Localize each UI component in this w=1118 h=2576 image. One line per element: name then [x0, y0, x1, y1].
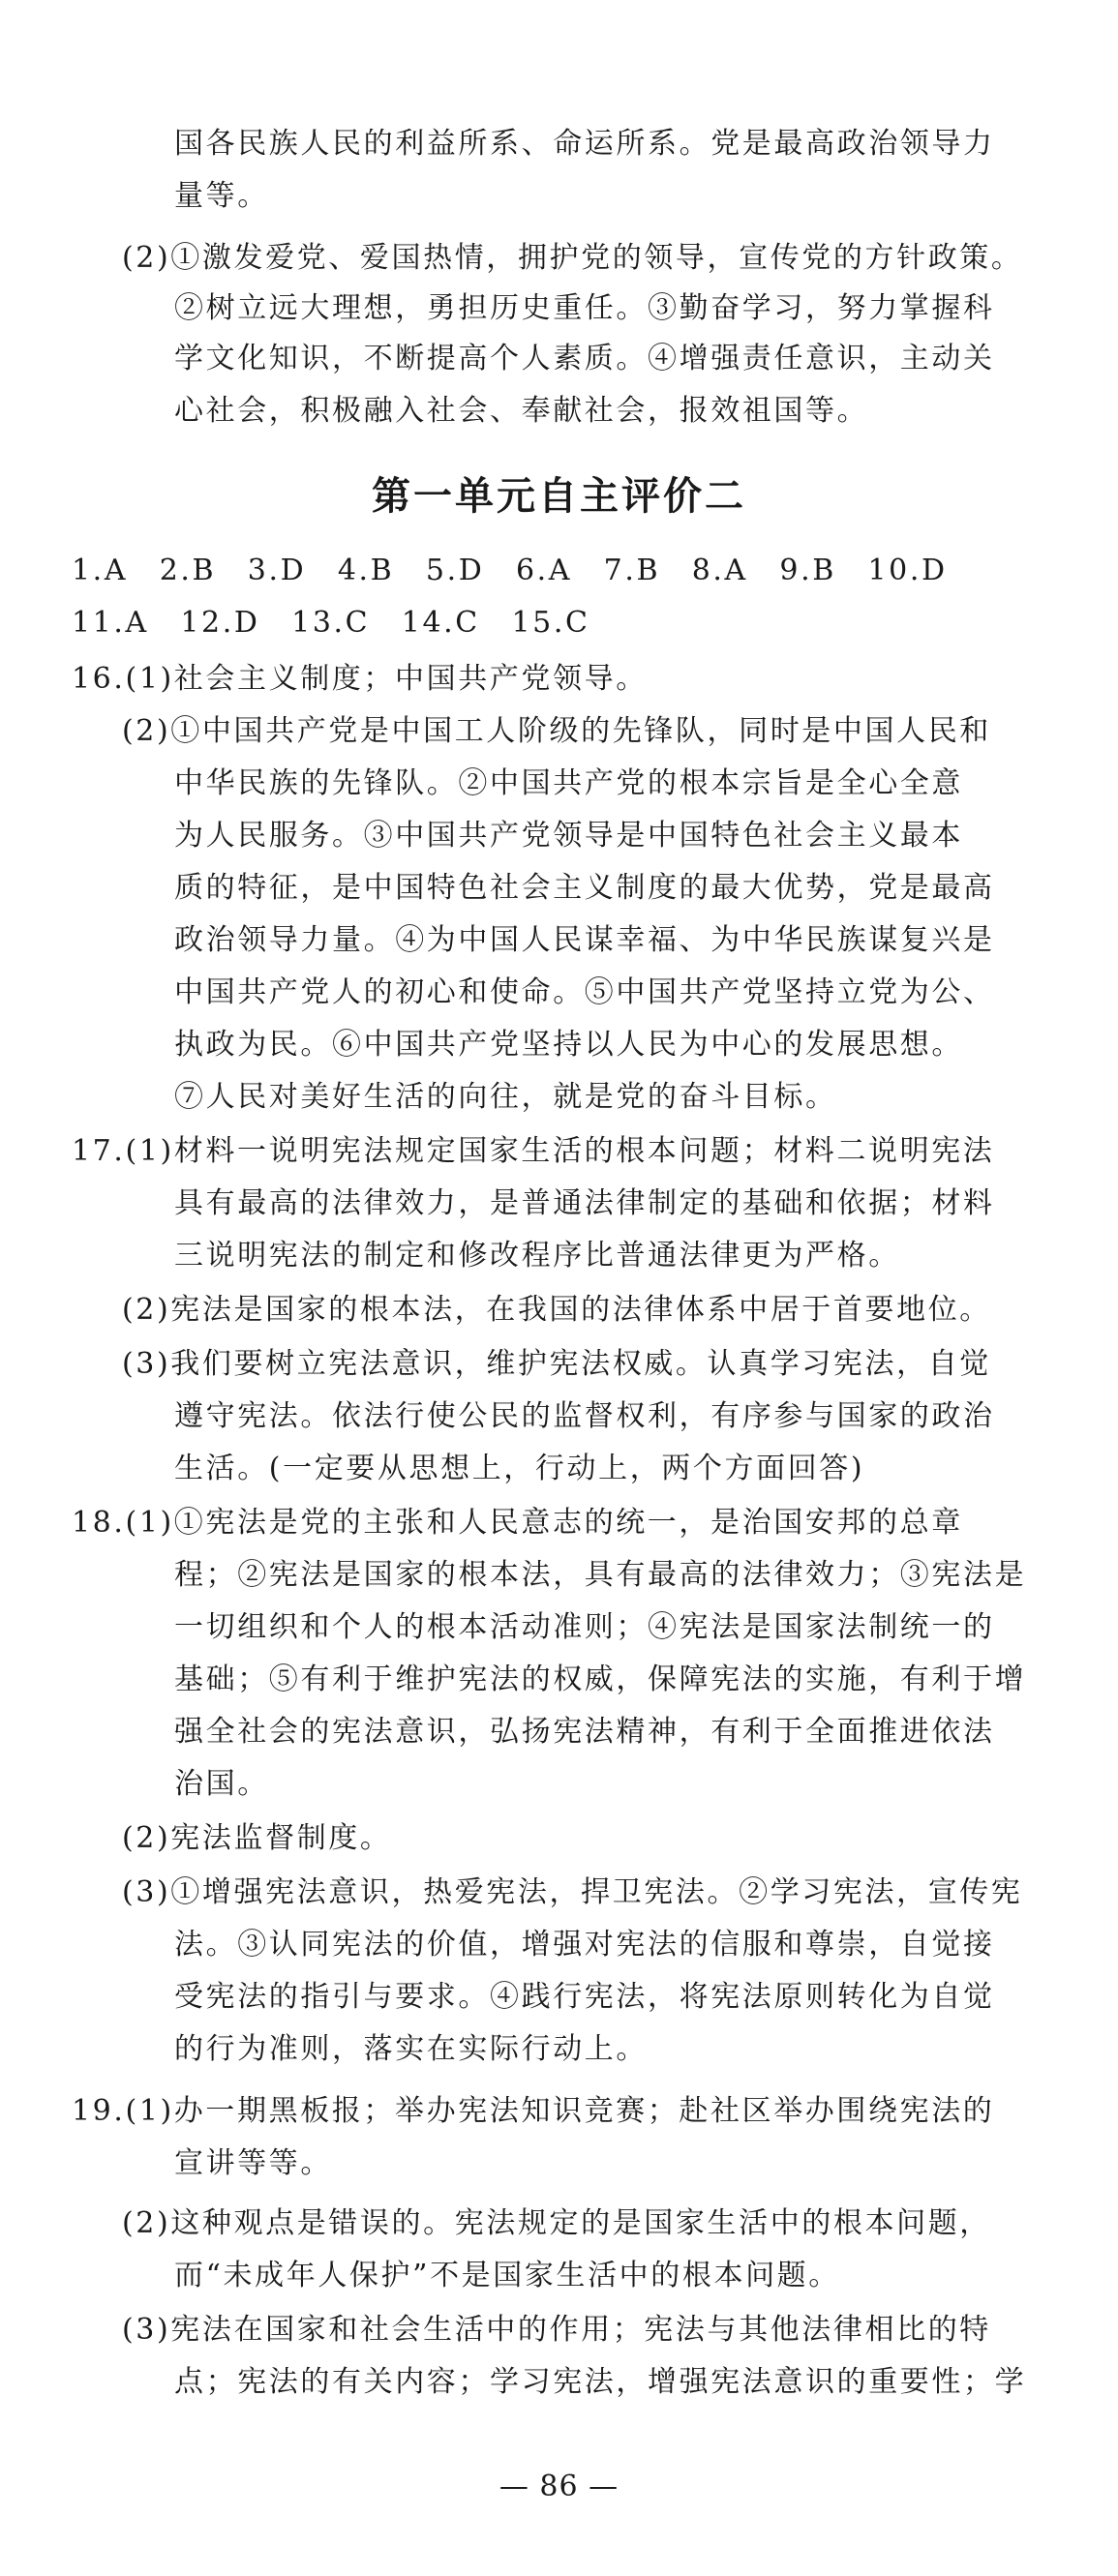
q16-line-9: ⑦人民对美好生活的向往，就是党的奋斗目标。 [174, 1080, 837, 1114]
q19-line-3: (2)这种观点是错误的。宪法规定的是国家生活中的根本问题， [122, 2206, 991, 2240]
q19-line-1: 19.(1)办一期黑板报；举办宪法知识竞赛；赴社区举办围绕宪法的 [72, 2094, 995, 2128]
q18-line-2: 程；②宪法是国家的根本法，具有最高的法律效力；③宪法是 [174, 1558, 1027, 1592]
q16-line-6: 政治领导力量。④为中国人民谋幸福、为中华民族谋复兴是 [174, 923, 995, 957]
q17-line-4: (2)宪法是国家的根本法，在我国的法律体系中居于首要地位。 [122, 1293, 991, 1327]
q16-line-3: 中华民族的先锋队。②中国共产党的根本宗旨是全心全意 [174, 766, 963, 800]
section-title: 第一单元自主评价二 [372, 474, 746, 519]
intro-line-6: 心社会，积极融入社会、奉献社会，报效祖国等。 [174, 394, 869, 428]
q18-line-9: 法。③认同宪法的价值，增强对宪法的信服和尊崇，自觉接 [174, 1928, 995, 1962]
q18-line-8: (3)①增强宪法意识，热爱宪法，捍卫宪法。②学习宪法，宣传宪 [122, 1875, 1023, 1909]
q17-line-5: (3)我们要树立宪法意识，维护宪法权威。认真学习宪法，自觉 [122, 1347, 991, 1381]
q16-line-2: (2)①中国共产党是中国工人阶级的先锋队，同时是中国人民和 [122, 714, 991, 748]
intro-line-4: ②树立远大理想，勇担历史重任。③勤奋学习，努力掌握科 [174, 291, 995, 325]
intro-line-5: 学文化知识，不断提高个人素质。④增强责任意识，主动关 [174, 342, 995, 375]
q16-line-7: 中国共产党人的初心和使命。⑤中国共产党坚持立党为公、 [174, 975, 995, 1009]
q17-line-3: 三说明宪法的制定和修改程序比普通法律更为严格。 [174, 1239, 900, 1273]
q18-line-7: (2)宪法监督制度。 [122, 1821, 392, 1855]
q18-line-3: 一切组织和个人的根本活动准则；④宪法是国家法制统一的 [174, 1610, 995, 1644]
q16-line-1: 16.(1)社会主义制度；中国共产党领导。 [72, 662, 648, 696]
q18-line-6: 治国。 [174, 1767, 269, 1801]
q19-line-2: 宣讲等等。 [174, 2146, 332, 2180]
q19-line-6: 点；宪法的有关内容；学习宪法，增强宪法意识的重要性；学 [174, 2365, 1027, 2399]
intro-line-1: 国各民族人民的利益所系、命运所系。党是最高政治领导力 [174, 127, 995, 161]
choice-answers-line-1: 1.A 2.B 3.D 4.B 5.D 6.A 7.B 8.A 9.B 10.D [72, 554, 948, 587]
q17-line-2: 具有最高的法律效力，是普通法律制定的基础和依据；材料 [174, 1186, 995, 1220]
intro-line-3: (2)①激发爱党、爱国热情，拥护党的领导，宣传党的方针政策。 [122, 241, 1023, 275]
choice-answers-line-2: 11.A 12.D 13.C 14.C 15.C [72, 606, 590, 640]
q18-line-4: 基础；⑤有利于维护宪法的权威，保障宪法的实施，有利于增 [174, 1662, 1027, 1696]
q17-line-6: 遵守宪法。依法行使公民的监督权利，有序参与国家的政治 [174, 1399, 995, 1433]
q16-line-5: 质的特征，是中国特色社会主义制度的最大优势，党是最高 [174, 871, 995, 905]
q17-line-1: 17.(1)材料一说明宪法规定国家生活的根本问题；材料二说明宪法 [72, 1134, 995, 1168]
q18-line-1: 18.(1)①宪法是党的主张和人民意志的统一，是治国安邦的总章 [72, 1506, 963, 1540]
q19-line-4: 而“未成年人保护”不是国家生活中的根本问题。 [174, 2259, 840, 2292]
page-number: — 86 — [499, 2470, 619, 2503]
q19-line-5: (3)宪法在国家和社会生活中的作用；宪法与其他法律相比的特 [122, 2313, 991, 2347]
q16-line-8: 执政为民。⑥中国共产党坚持以人民为中心的发展思想。 [174, 1028, 963, 1062]
intro-line-2: 量等。 [174, 179, 269, 213]
q18-line-11: 的行为准则，落实在实际行动上。 [174, 2032, 648, 2066]
q18-line-5: 强全社会的宪法意识，弘扬宪法精神，有利于全面推进依法 [174, 1715, 995, 1749]
q18-line-10: 受宪法的指引与要求。④践行宪法，将宪法原则转化为自觉 [174, 1980, 995, 2014]
q17-line-7: 生活。(一定要从思想上，行动上，两个方面回答) [174, 1452, 865, 1485]
q16-line-4: 为人民服务。③中国共产党领导是中国特色社会主义最本 [174, 819, 963, 853]
